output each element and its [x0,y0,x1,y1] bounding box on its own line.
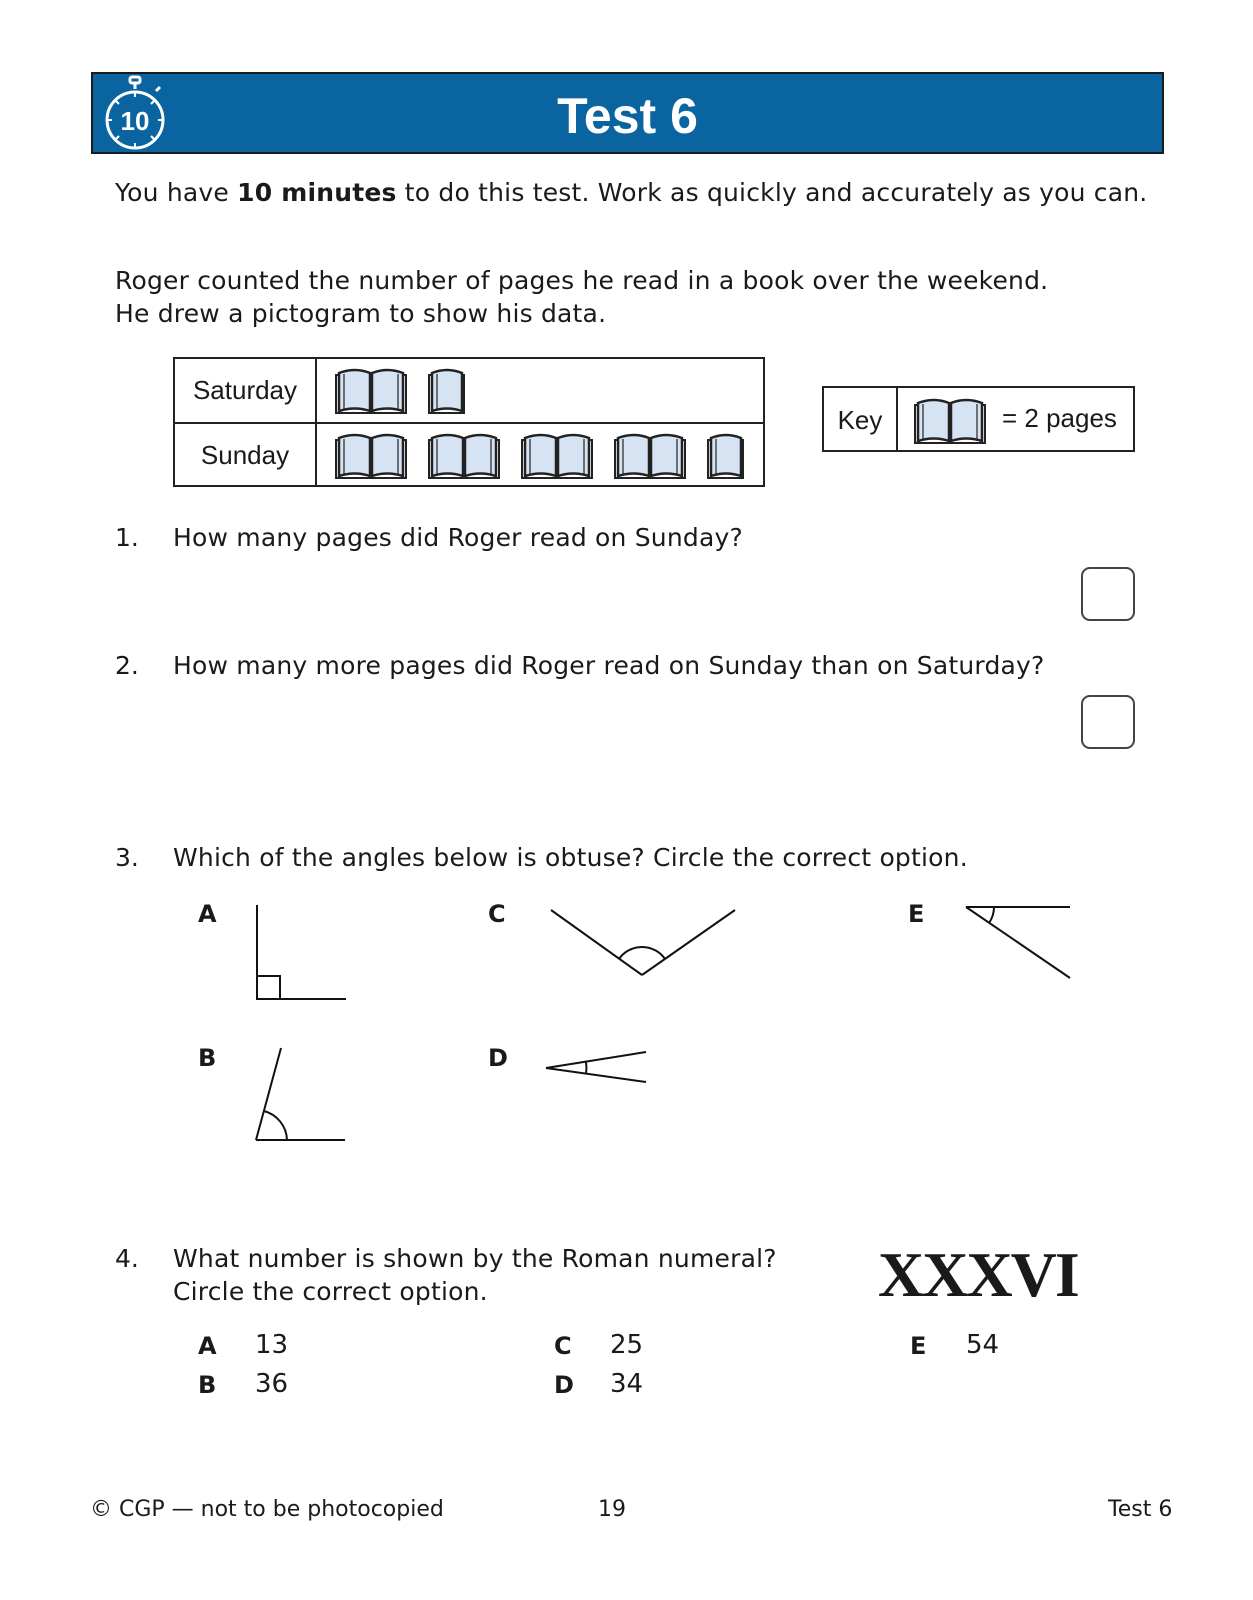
open-book-icon [521,430,593,487]
question-4-text-line-1: What number is shown by the Roman numeral? [173,1244,777,1273]
question-1-answer-box[interactable] [1081,567,1135,621]
open-book-icon [335,430,407,487]
question-3-number: 3. [115,843,139,872]
question-4-number: 4. [115,1244,139,1273]
question-2-text: How many more pages did Roger read on Sunday than on Saturday? [173,651,1045,680]
pictogram-label-sunday: Sunday [200,440,290,470]
q4-option-b-value[interactable]: 36 [255,1369,289,1399]
open-book-icon [614,430,686,487]
q4-option-e-letter[interactable]: E [910,1332,927,1360]
question-1-number: 1. [115,523,139,552]
question-3-text: Which of the angles below is obtuse? Circle the correct option. [173,843,968,872]
timer-minutes: 10 [120,106,150,136]
roman-numeral: XXXVI [878,1239,1078,1310]
angle-d-label[interactable]: D [488,1044,508,1072]
pictogram-row-sunday [175,424,763,487]
key-label: Key [837,405,883,435]
angle-e-acute-angle[interactable] [960,898,1080,983]
key-book-icon [914,395,986,452]
context-line-2: He drew a pictogram to show his data. [115,299,607,328]
q4-option-c-value[interactable]: 25 [610,1330,644,1360]
question-1-text: How many pages did Roger read on Sunday? [173,523,743,552]
pictogram-row-saturday [175,359,763,422]
question-4-text-line-2: Circle the correct option. [173,1277,488,1306]
q4-option-b-letter[interactable]: B [198,1371,217,1399]
angle-b-label[interactable]: B [198,1044,217,1072]
angle-b-acute-angle[interactable] [240,1040,360,1150]
question-2-answer-box[interactable] [1081,695,1135,749]
half-book-icon [707,430,745,487]
question-2-number: 2. [115,651,139,680]
q4-option-a-letter[interactable]: A [198,1332,217,1360]
q4-option-a-value[interactable]: 13 [255,1330,289,1360]
angle-e-label[interactable]: E [908,900,925,928]
angle-a-right-angle[interactable] [240,900,360,1010]
pictogram-label-saturday: Saturday [192,375,298,405]
page-title: Test 6 [557,88,698,144]
pictogram-key [822,386,1135,452]
angle-c-label[interactable]: C [488,900,506,928]
footer-copyright: © CGP — not to be photocopied [90,1497,444,1522]
angle-c-obtuse-angle[interactable] [545,900,745,985]
footer-test-label: Test 6 [1108,1497,1173,1522]
context-line-1: Roger counted the number of pages he read in a book over the weekend. [115,266,1049,295]
q4-option-c-letter[interactable]: C [554,1332,572,1360]
angle-a-label[interactable]: A [198,900,217,928]
test-instructions: You have 10 minutes to do this test. Work as quickly and accurately as you can. [115,178,1148,207]
q4-option-e-value[interactable]: 54 [966,1330,1000,1360]
angle-d-acute-angle[interactable] [540,1045,655,1090]
key-value: = 2 pages [1002,403,1117,433]
open-book-icon [428,430,500,487]
q4-option-d-letter[interactable]: D [554,1371,574,1399]
q4-option-d-value[interactable]: 34 [610,1369,644,1399]
pictogram-table [173,357,765,487]
test-header-banner [91,72,1164,154]
open-book-icon [335,365,407,422]
half-book-icon [428,365,466,422]
footer-page-number: 19 [598,1497,626,1522]
